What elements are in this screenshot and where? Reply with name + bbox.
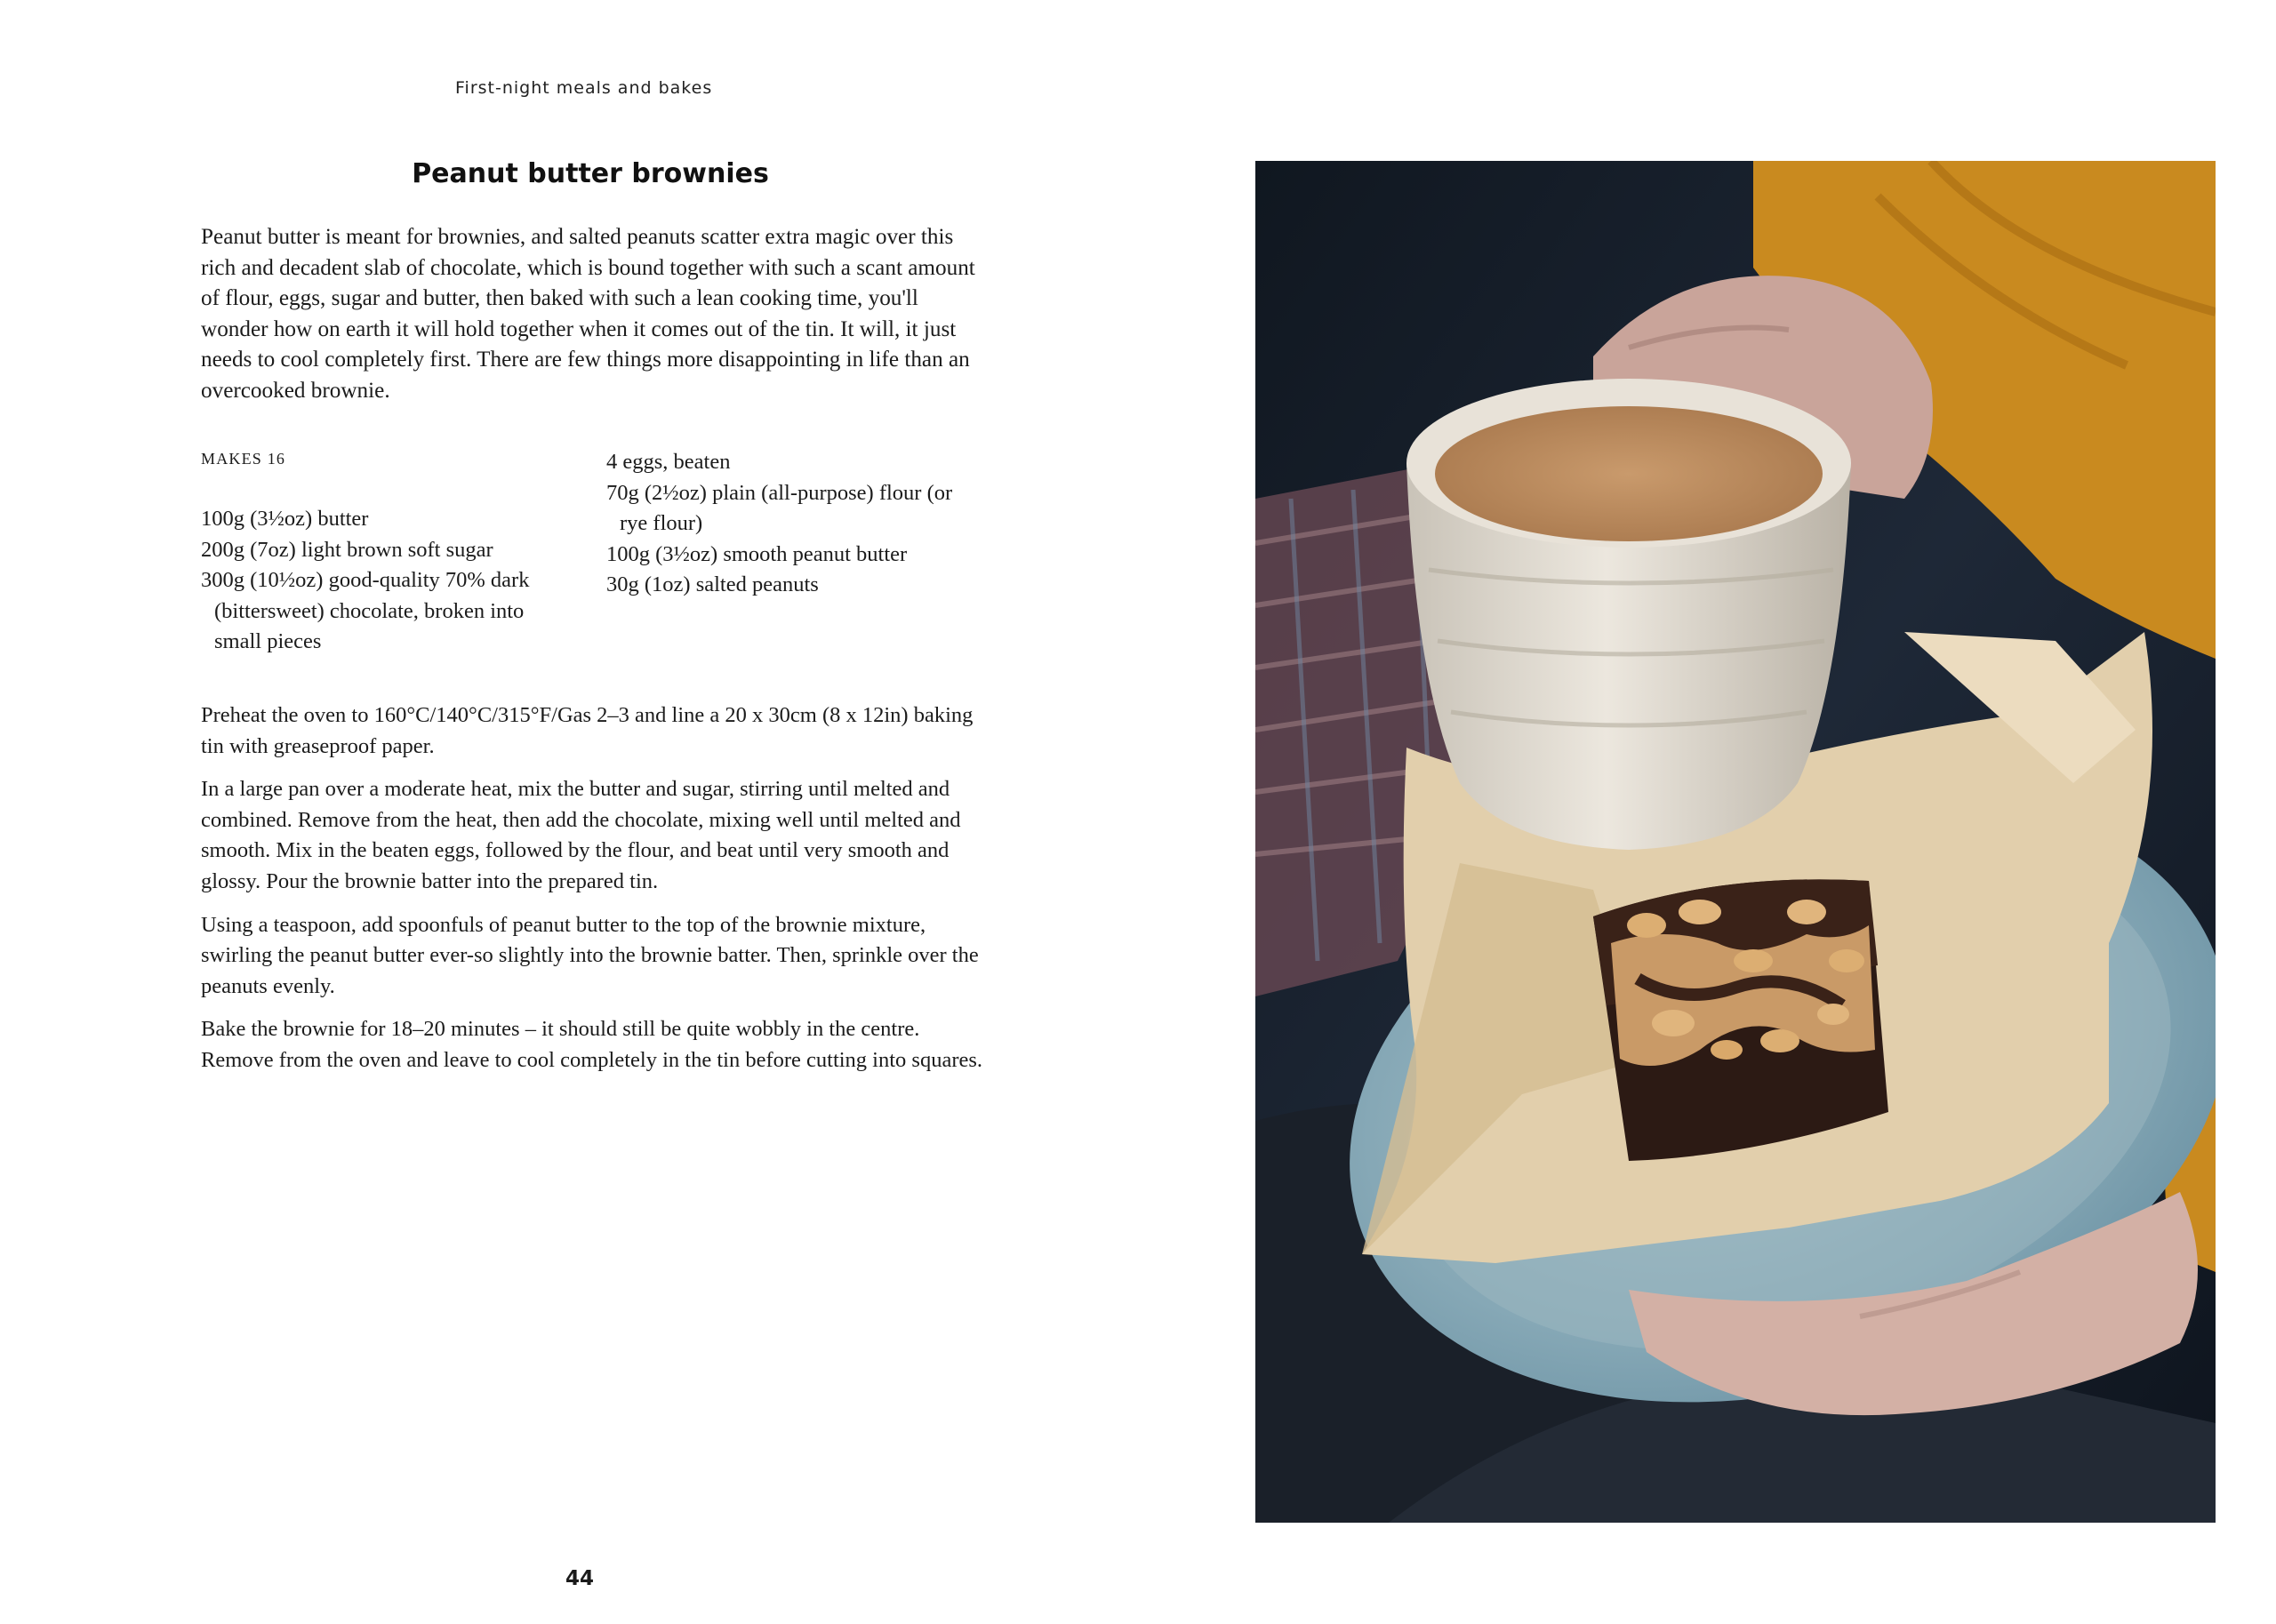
ingredient-item: 100g (3½oz) smooth peanut butter	[606, 541, 908, 566]
recipe-intro: Peanut butter is meant for brownies, and salted peanuts scatter extra magic over this rich and decadent slab of chocolate, which is bound together with such a scant amount of flour, eggs, sugar and butter, then baked with such a lean cooking time, you'll wonder how on earth it will hold together when it comes out of the tin. It will, it just needs to cool completely first. There are few things more disappointing in life than an overcooked brownie.	[201, 225, 975, 403]
recipe-photo	[1255, 161, 2216, 1523]
recipe-title: Peanut butter brownies	[412, 158, 769, 189]
ingredient-item: 4 eggs, beaten	[606, 450, 731, 474]
ingredient-item: 100g (3½oz) butter	[201, 507, 369, 531]
ingredients-list-right	[606, 447, 980, 601]
running-head: First-night meals and bakes	[455, 78, 713, 98]
method-step: Using a teaspoon, add spoonfuls of peanut butter to the top of the brownie mixture, swirling the peanut butter ever-so slightly into the brownie batter. Then, sprinkle over the peanuts evenly.	[201, 912, 979, 998]
ingredient-item: 70g (2½oz) plain (all-purpose) flour (or rye flour)	[606, 480, 953, 536]
ingredients-list-left	[201, 504, 565, 658]
tea	[1435, 406, 1823, 541]
yield-label: MAKES 16	[201, 450, 286, 468]
method	[201, 700, 983, 1089]
method-step: In a large pan over a moderate heat, mix the butter and sugar, stirring until melted and combined. Remove from the heat, then add the chocolate, mixing well until melted and smooth. Mix in the beaten eggs, followed by the flour, and beat until very smooth and glossy. Pour the brownie batter into the prepared tin.	[201, 777, 961, 893]
ingredient-item: 300g (10½oz) good-quality 70% dark (bittersweet) chocolate, broken into small pieces	[201, 568, 530, 654]
ingredient-item: 30g (1oz) salted peanuts	[606, 572, 819, 597]
method-step: Preheat the oven to 160°C/140°C/315°F/Gas 2–3 and line a 20 x 30cm (8 x 12in) baking tin with greaseproof paper.	[201, 703, 974, 758]
brownie	[1593, 879, 1888, 1161]
cup	[1406, 379, 1851, 850]
page-number: 44	[565, 1567, 595, 1590]
ingredient-item: 200g (7oz) light brown soft sugar	[201, 537, 493, 562]
method-step: Bake the brownie for 18–20 minutes – it should still be quite wobbly in the centre. Remove from the oven and leave to cool completely in the tin before cutting into squares.	[201, 1017, 983, 1072]
